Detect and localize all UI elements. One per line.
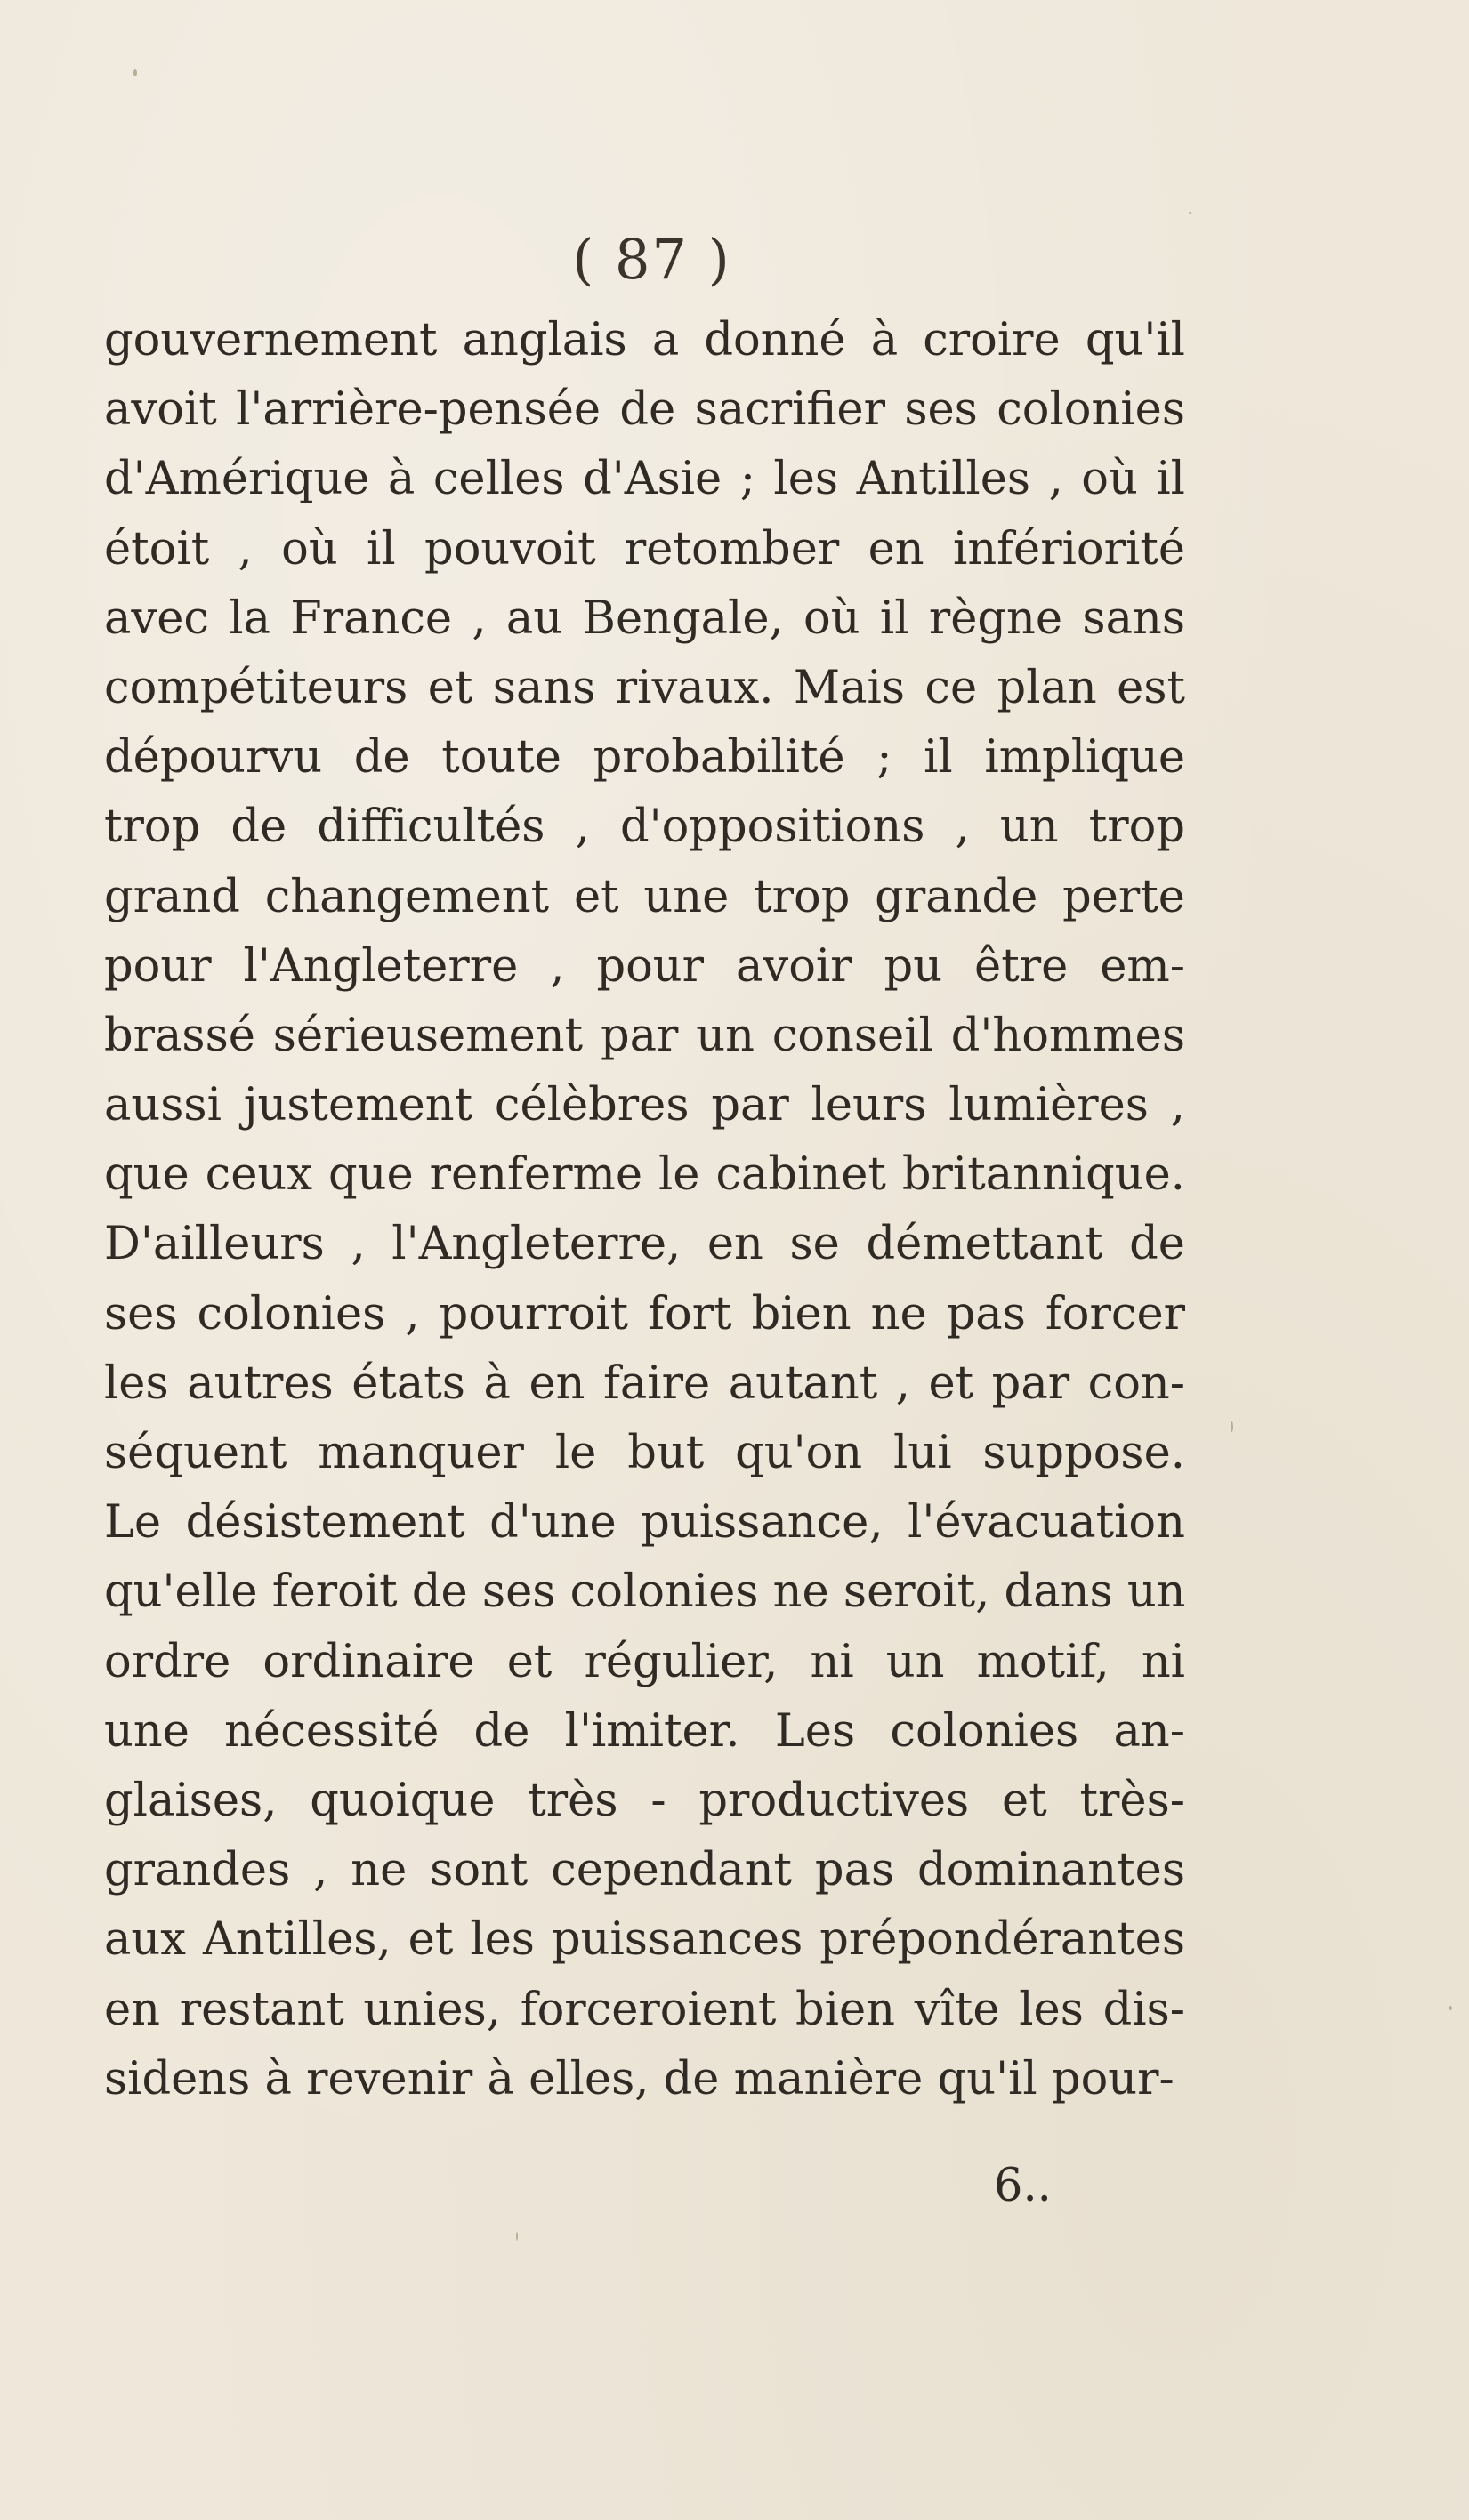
text-line: aussi justement célèbres par leurs lumières , <box>104 1079 1185 1132</box>
text-line: ses colonies , pourroit fort bien ne pas forcer <box>104 1287 1185 1341</box>
text-line: D'ailleurs , l'Angleterre, en se démettant de <box>104 1218 1185 1271</box>
text-line: les autres états à en faire autant , et par con- <box>104 1357 1185 1410</box>
text-line: brassé sérieusement par un conseil d'hommes <box>104 1009 1185 1062</box>
text-line: pour l'Angleterre , pour avoir pu être em- <box>104 939 1185 993</box>
text-line: gouvernement anglais a donné à croire qu'il <box>104 314 1185 366</box>
text-line: aux Antilles, et les puissances prépondérantes <box>104 1913 1185 1967</box>
text-line: étoit , où il pouvoit retomber en infériorité <box>104 522 1185 576</box>
text-line: Le désistement d'une puissance, l'évacuation <box>104 1496 1185 1550</box>
text-line: trop de difficultés , d'oppositions , un trop <box>104 801 1185 854</box>
text-line: ordre ordinaire et régulier, ni un motif, ni <box>104 1635 1185 1688</box>
page-number: ( 87 ) <box>572 227 731 292</box>
text-line: qu'elle feroit de ses colonies ne seroit, dans un <box>104 1566 1186 1619</box>
paper-speck <box>1449 2006 1452 2010</box>
text-line: une nécessité de l'imiter. Les colonies an- <box>104 1704 1185 1758</box>
text-line: dépourvu de toute probabilité ; il implique <box>104 731 1185 785</box>
text-line: d'Amérique à celles d'Asie ; les Antilles , où il <box>104 453 1185 506</box>
text-line: sidens à revenir à elles, de manière qu'il pour- <box>104 2052 1174 2105</box>
text-line: avoit l'arrière-pensée de sacrifier ses colonies <box>104 383 1185 437</box>
paper-speck <box>133 69 137 76</box>
text-line: avec la France , au Bengale, où il règne sans <box>104 592 1185 645</box>
paper-speck <box>516 2232 518 2241</box>
body-text <box>104 306 1185 2114</box>
text-line: grand changement et une trop grande perte <box>104 870 1185 923</box>
catchword: 6.. <box>994 2160 1052 2212</box>
paper-speck <box>1189 212 1191 214</box>
text-line: glaises, quoique très - productives et très- <box>104 1774 1185 1827</box>
text-line: en restant unies, forceroient bien vîte les dis- <box>104 1983 1185 2036</box>
paper-speck <box>1231 1421 1233 1432</box>
text-line: que ceux que renferme le cabinet britannique. <box>104 1148 1185 1202</box>
text-line: compétiteurs et sans rivaux. Mais ce plan est <box>104 661 1185 714</box>
text-line: séquent manquer le but qu'on lui suppose. <box>104 1427 1185 1479</box>
text-line: grandes , ne sont cependant pas dominantes <box>104 1844 1185 1897</box>
